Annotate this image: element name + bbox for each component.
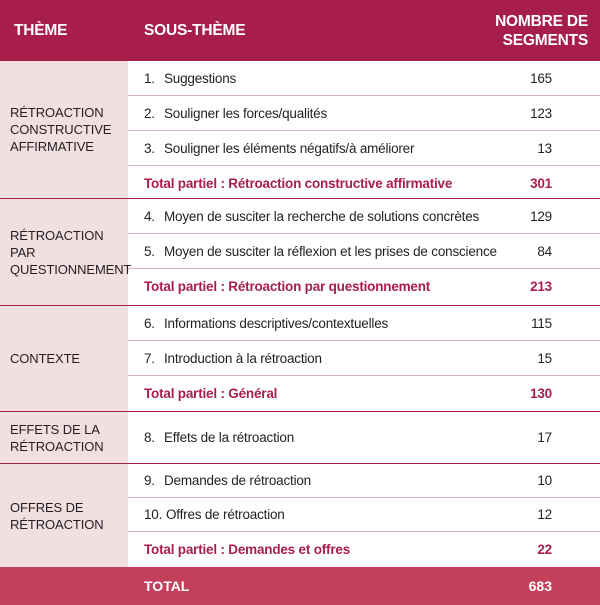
row-number: 6. — [144, 315, 155, 331]
table-row — [128, 61, 600, 96]
row-label: Informations descriptives/contextuelles — [164, 315, 389, 331]
row-number: 5. — [144, 243, 155, 259]
row-number: 8. — [144, 430, 155, 445]
row-label: Demandes de rétroaction — [164, 473, 311, 488]
subtheme-rows — [128, 61, 600, 198]
subtotal-label: Total partiel : Demandes et offres — [144, 541, 350, 557]
theme-group — [0, 61, 600, 199]
table-row — [128, 234, 600, 269]
subtotal-value: 22 — [537, 541, 552, 557]
theme-cell: OFFRES DE RÉTROACTION — [0, 464, 128, 567]
header-count-line2: SEGMENTS — [502, 31, 588, 49]
subtheme-rows — [128, 464, 600, 567]
table-row — [128, 96, 600, 131]
subtotal-row — [128, 269, 600, 304]
row-value: 10 — [537, 473, 552, 488]
row-value: 17 — [537, 430, 552, 445]
row-number: 1. — [144, 70, 155, 86]
theme-group — [0, 199, 600, 306]
row-number: 2. — [144, 105, 155, 121]
row-label: Moyen de susciter la recherche de solutions concrètes — [164, 208, 480, 224]
table-row — [128, 131, 600, 166]
theme-cell: RÉTROACTION CONSTRUCTIVE AFFIRMATIVE — [0, 61, 128, 198]
subtotal-value: 301 — [530, 176, 552, 191]
subtotal-row — [128, 532, 600, 566]
row-label: Introduction à la rétroaction — [164, 350, 322, 366]
subtotal-row — [128, 376, 600, 411]
total-value: 683 — [528, 578, 552, 594]
subtheme-rows — [128, 199, 600, 305]
row-label: Moyen de susciter la réflexion et les prises de conscience — [164, 243, 497, 259]
subtotal-label: Total partiel : Général — [144, 386, 278, 401]
row-value: 84 — [537, 243, 552, 259]
row-value: 15 — [537, 350, 552, 366]
header-count-line1: NOMBRE DE — [495, 12, 588, 30]
subtotal-value: 130 — [530, 386, 552, 401]
theme-cell: RÉTROACTION PAR QUESTIONNEMENT — [0, 199, 128, 305]
row-label: Souligner les éléments négatifs/à améliorer — [164, 140, 415, 156]
theme-group — [0, 306, 600, 412]
row-value: 129 — [530, 208, 552, 224]
theme-cell: CONTEXTE — [0, 306, 128, 411]
subtheme-rows — [128, 306, 600, 411]
row-label: Suggestions — [164, 70, 237, 86]
table-row — [128, 306, 600, 341]
row-label: Souligner les forces/qualités — [164, 105, 328, 121]
row-value: 13 — [537, 140, 552, 156]
subtotal-value: 213 — [530, 279, 552, 294]
subtheme-rows — [128, 412, 600, 463]
row-label: Effets de la rétroaction — [164, 430, 295, 445]
row-value: 115 — [531, 315, 552, 331]
theme-group — [0, 412, 600, 464]
row-value: 12 — [537, 507, 552, 522]
table-row — [128, 420, 600, 455]
table-row — [128, 498, 600, 532]
subtotal-row — [128, 166, 600, 201]
row-value: 165 — [530, 70, 552, 86]
table-row — [128, 464, 600, 498]
header-count — [480, 0, 600, 61]
table-row — [128, 199, 600, 234]
subtotal-label: Total partiel : Rétroaction par questionnement — [144, 279, 431, 294]
subtotal-label: Total partiel : Rétroaction constructive affirmative — [144, 176, 453, 191]
table-header — [0, 0, 600, 61]
row-number: 9. — [144, 473, 155, 488]
row-number: 3. — [144, 140, 155, 156]
row-label: Offres de rétroaction — [166, 507, 285, 522]
theme-cell: EFFETS DE LA RÉTROACTION — [0, 412, 128, 463]
header-theme: THÈME — [14, 21, 68, 39]
theme-group — [0, 464, 600, 567]
table-row — [128, 341, 600, 376]
header-subtheme: SOUS-THÈME — [144, 21, 246, 39]
row-number: 7. — [144, 350, 155, 366]
total-label: TOTAL — [144, 578, 190, 594]
row-number: 4. — [144, 208, 155, 224]
row-value: 123 — [530, 105, 552, 121]
row-number: 10. — [144, 507, 163, 522]
total-row — [0, 567, 600, 605]
